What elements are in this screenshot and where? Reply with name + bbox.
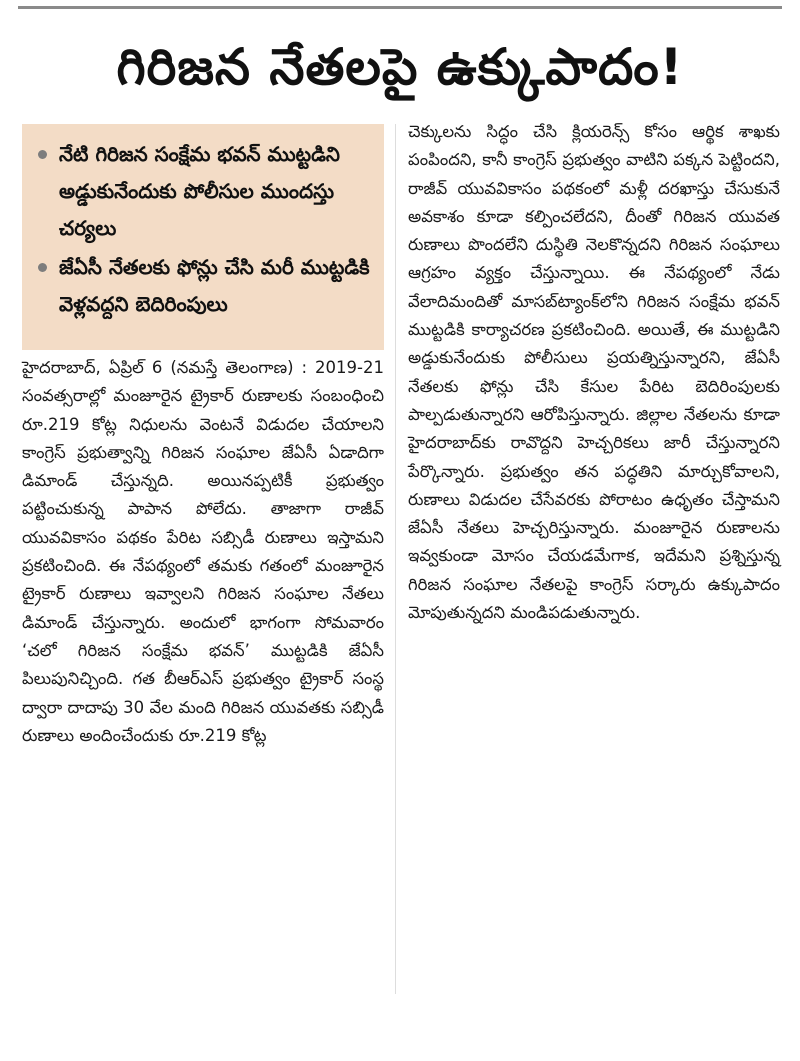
article-text-left: హైదరాబాద్, ఏప్రిల్ 6 (నమస్తే తెలంగాణ) : 2019-21 సంవత్సరాల్లో మంజూరైన ట్రైకార్ రుణాలకు సంబంధించి రూ.219 కోట్ల నిధులను వెంటనే విడుదల చేయాలని కాంగ్రెస్ ప్రభుత్వాన్ని గిరిజన సంఘాల జేఏసీ ఏడాదిగా డిమాండ్ చేస్తున్నది. అయినప్పటికీ ప్రభుత్వం పట్టించుకున్న పాపాన పోలేదు. తాజాగా రాజీవ్ యువవికాసం పథకం పేరిట సబ్సిడీ రుణాలు ఇస్తామని ప్రకటించింది. ఈ నేపథ్యంలో తమకు గతంలో మంజూరైన ట్రైకార్ రుణాలు ఇవ్వాలని గిరిజన సంఘాల నేతలు డిమాండ్ చేస్తున్నారు. అందులో భాగంగా సోమవారం ‘చలో గిరిజన సంక్షేమ భవన్’ ముట్టడికి జేఏసీ పిలుపునిచ్చింది. గత బీఆర్ఎస్ ప్రభుత్వం ట్రైకార్ సంస్థ ద్వారా దాదాపు 30 వేల మంది గిరిజన యువతకు సబ్సిడీ రుణాలు అందించేందుకు రూ.219 కోట్ల bbox=[22, 358, 384, 745]
article-column-left bbox=[22, 350, 384, 1010]
headline: గిరిజన నేతలపై ఉక్కుపాదం! bbox=[116, 38, 684, 96]
highlight-item bbox=[38, 136, 370, 247]
highlights-box bbox=[22, 124, 384, 350]
article-text-right: చెక్కులను సిద్ధం చేసి క్లియరెన్స్ కోసం ఆర్థిక శాఖకు పంపిందని, కానీ కాంగ్రెస్ ప్రభుత్వం వాటిని పక్కన పెట్టిందని, రాజీవ్ యువవికాసం పథకంలో మళ్లీ దరఖాస్తు చేసుకునే అవకాశం కూడా కల్పించలేదని, దీంతో గిరిజన యువత రుణాలు పొందలేని దుస్థితి నెలకొన్నదని గిరిజన సంఘాలు ఆగ్రహం వ్యక్తం చేస్తున్నాయి. ఈ నేపథ్యంలో నేడు వేలాదిమందితో మాసబ్‌ట్యాంక్‌లోని గిరిజన సంక్షేమ భవన్ ముట్టడికి కార్యాచరణ ప్రకటించింది. అయితే, ఈ ముట్టడిని అడ్డుకునేందుకు పోలీసులు ప్రయత్నిస్తున్నారని, జేఏసీ నేతలకు ఫోన్లు చేసి కేసుల పేరిట బెదిరింపులకు పాల్పడుతున్నారని ఆరోపిస్తున్నారు. జిల్లాల నేతలను కూడా హైదరాబాద్‌కు రావొద్దని హెచ్చరికలు జారీ చేస్తున్నారని పేర్కొన్నారు. ప్రభుత్వం తన పద్ధతిని మార్చుకోవాలని, రుణాలు విడుదల చేసేవరకు పోరాటం ఉధృతం చేస్తామని జేఏసీ నేతలు హెచ్చరిస్తున్నారు. మంజూరైన రుణాలను ఇవ్వకుండా మోసం చేయడమేగాక, ఇదేమని ప్రశ్నిస్తున్న గిరిజన సంఘాల నేతలపై కాంగ్రెస్ సర్కారు ఉక్కుపాదం మోపుతున్నదని మండిపడుతున్నారు. bbox=[408, 122, 780, 623]
highlight-text: జేఏసీ నేతలకు ఫోన్లు చేసి మరీ ముట్టడికి వెళ్లవద్దని బెదిరింపులు bbox=[59, 255, 370, 316]
bullet-icon bbox=[38, 150, 47, 159]
highlight-text: నేటి గిరిజన సంక్షేమ భవన్ ముట్టడిని అడ్డుకునేందుకు పోలీసుల ముందస్తు చర్యలు bbox=[59, 142, 340, 240]
article-column-right bbox=[408, 118, 780, 998]
highlight-item bbox=[38, 249, 370, 323]
top-rule bbox=[18, 6, 782, 9]
column-divider bbox=[395, 124, 396, 994]
bullet-icon bbox=[38, 263, 47, 272]
